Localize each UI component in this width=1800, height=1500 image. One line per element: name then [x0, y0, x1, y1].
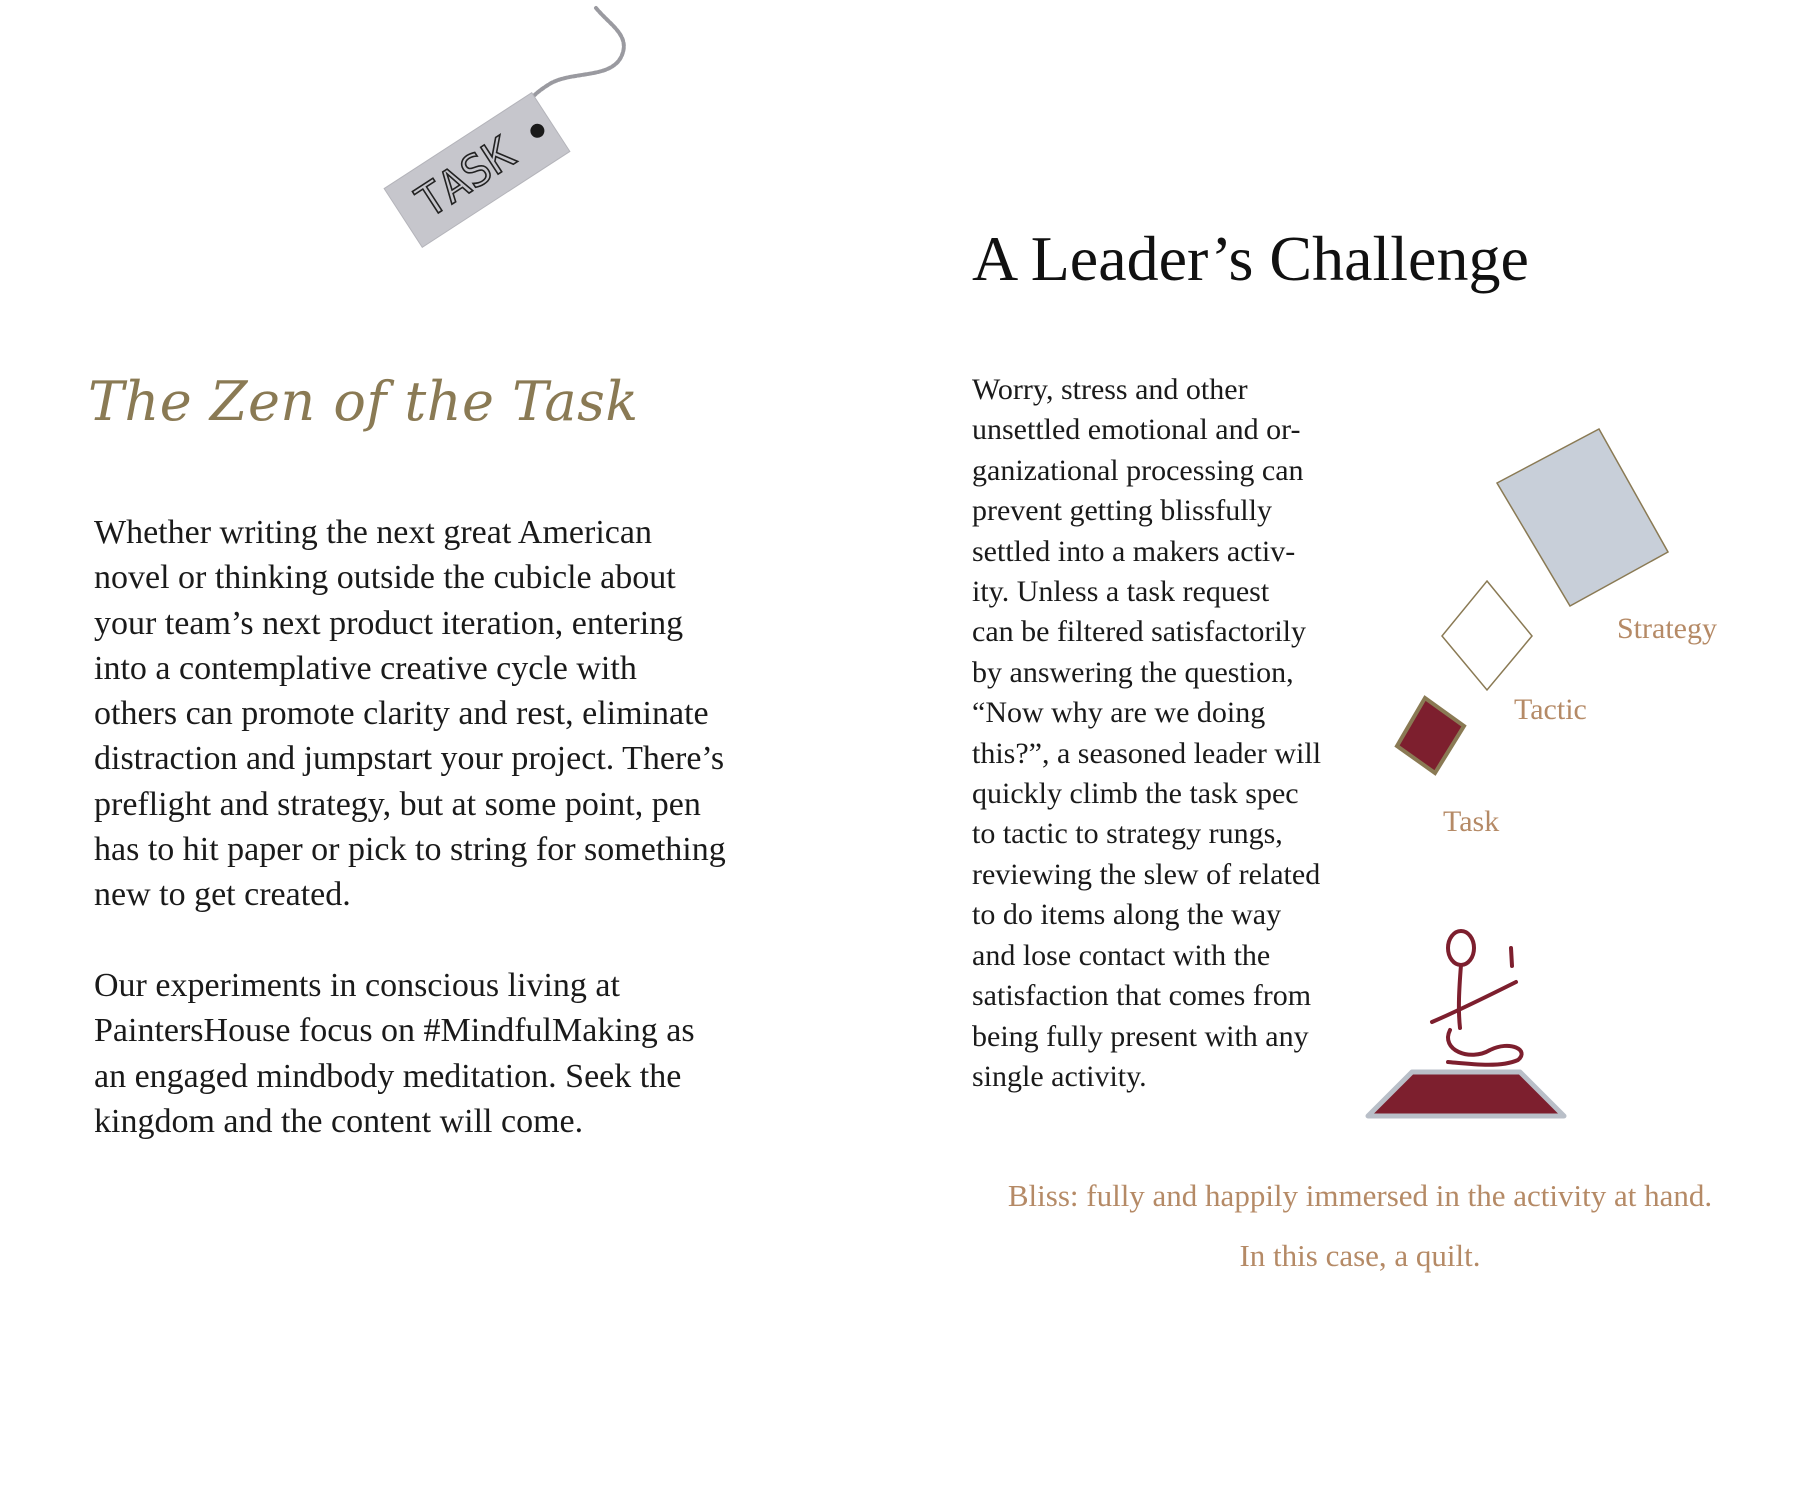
task-square: [1397, 698, 1464, 773]
tactic-square: [1442, 581, 1532, 690]
closing-paragraph: Our experiments in conscious living at PaintersHouse focus on #MindfulMaking as an engaged mindbody meditation. Seek the kingdom and the content will come.: [94, 967, 695, 1140]
quilt-cushion: [1368, 1072, 1564, 1116]
strategy-label: Strategy: [1617, 612, 1717, 645]
strategy-square: [1497, 429, 1668, 606]
challenge-paragraph: Worry, stress and other unsettled emotional and or- ganizational processing can prevent getting blissfully settled into a makers activ- ity. Unless a task request can be filtered satisfactorily by answering the question, “Now why are we doing this?”, a seasoned leader will quickly climb the task spec to tactic to strategy rungs, reviewing the slew of related to do items along the way and lose contact with the satisfaction that comes from being fully present with any single activity.: [972, 373, 1322, 1093]
challenge-title: A Leader’s Challenge: [972, 223, 1529, 294]
tag-string: [525, 8, 624, 104]
intro-paragraph: Whether writing the next great American novel or thinking outside the cubicle about your team’s next product iteration, entering into a contemplative creative cycle with others can promote clarity and rest, eliminate distraction and jumpstart your project. There’s preflight and strategy, but at some point, pen has to hit paper or pick to string for something new to get created.: [94, 514, 726, 914]
task-tag-illustration: [360, 0, 660, 250]
tag-label: TASK: [407, 127, 524, 229]
quilt-caption: In this case, a quilt.: [1239, 1238, 1481, 1273]
bliss-caption: Bliss: fully and happily immersed in the activity at hand.: [1007, 1178, 1713, 1213]
task-tactic-strategy-diagram: [1360, 400, 1760, 1160]
tactic-label: Tactic: [1514, 693, 1587, 726]
zen-title: The Zen of the Task: [88, 370, 639, 433]
task-label: Task: [1443, 805, 1500, 838]
meditating-figure-icon: [1432, 931, 1522, 1065]
